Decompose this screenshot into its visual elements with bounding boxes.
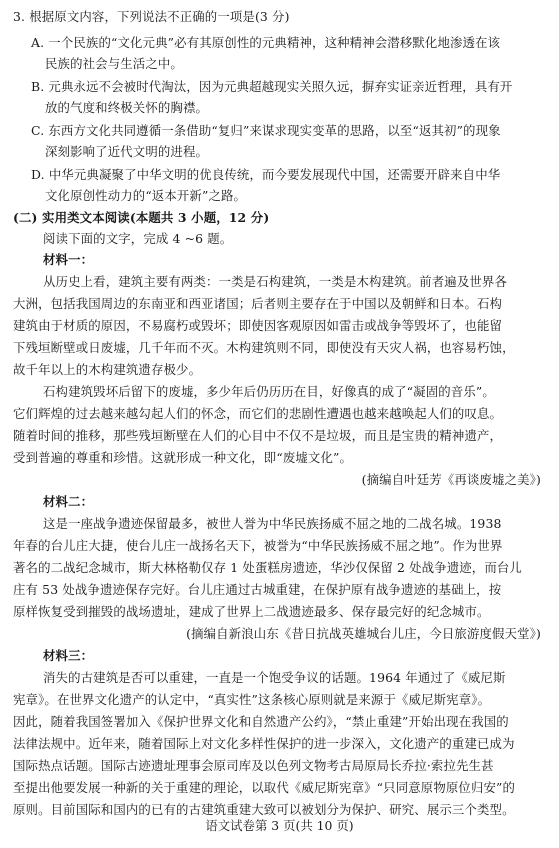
text-line: 3. 根据原文内容，下列说法不正确的一项是(3 分) — [13, 9, 290, 24]
text-line: 著名的二战纪念城市，斯大林格勒仅存 1 处蛋糕房遗迹，华沙仅保留 2 处战争遗迹，而台儿 — [13, 560, 522, 575]
text-line: 宪章》。在世界文化遗产的认定中，“真实性”这条核心原则就是来源于《威尼斯宪章》。 — [13, 692, 491, 707]
text-line: 受到普遍的尊重和珍惜。这就形成一种文化，即“废墟文化”。 — [13, 450, 353, 465]
text-line: 它们辉煌的过去越来越勾起人们的怀念，而它们的悲剧性遭遇也越来越唤起人们的叹息。 — [13, 406, 503, 421]
text-line: 原则。目前国际和国内的已有的古建筑重建大致可以被划分为保护、研究、展示三个类型。 — [13, 802, 515, 817]
text-line: 这是一座战争遗迹保留最多，被世人誉为中华民族扬威不屈之地的二战名城。1938 — [43, 516, 502, 531]
text-line: (摘编自新浪山东《昔日抗战英雄城台儿庄，今日旅游度假天堂》) — [186, 626, 541, 641]
text-line: 建筑由于材质的原因，不易腐朽或毁坏；即使因客观原因如雷击或战争等毁坏了，也能留 — [13, 318, 503, 333]
text-line: 材料三： — [43, 648, 94, 663]
text-line: 石构建筑毁坏后留下的废墟，多少年后仍历历在目，好像真的成了“凝固的音乐”。 — [43, 384, 495, 399]
text-line: 民族的社会与生活之中。 — [45, 56, 183, 71]
text-line: 年春的台儿庄大捷，使台儿庄一战扬名天下，被誉为“中华民族扬威不屈之地”。作为世界 — [13, 538, 503, 553]
text-line: 故千年以上的木构建筑遗存极少。 — [13, 362, 202, 377]
text-line: 国际热点话题。国际古迹遗址理事会原司库及以色列文物考古局原局长乔拉·索拉先生甚 — [13, 758, 494, 773]
text-line: 阅读下面的文字，完成 4 ~6 题。 — [43, 231, 233, 246]
text-line: 下残垣断壁或日废墟，几千年而不灭。木构建筑则不同，即使没有天灾人祸，也容易朽蚀， — [13, 340, 515, 355]
text-line: 至提出他要发展一种新的关于重建的理论，以取代《威尼斯宪章》“只同意原物原位归安”的 — [13, 780, 516, 795]
text-line: 放的气度和终极关怀的胸襟。 — [45, 100, 209, 115]
text-line: B. 元典永远不会被时代淘汰，因为元典超越现实关照久远，摒弃实证亲近哲理，具有开 — [31, 79, 513, 94]
text-line: (摘编自叶廷芳《再谈废墟之美》) — [361, 472, 541, 487]
text-line: 材料一： — [43, 252, 94, 267]
text-line: 深刻影响了近代文明的进程。 — [45, 144, 209, 159]
text-line: 原样恢复受到摧毁的战场遗址，建成了世界上二战遗迹最多、保存最完好的纪念城市。 — [13, 604, 490, 619]
text-line: 庄有 53 处战争遗迹保存完好。台儿庄通过古城重建，在保护原有战争遗迹的基础上，按 — [13, 582, 502, 597]
text-line: C. 东西方文化共同遵循一条借助“复归”来谋求现实变革的思路，以至“返其初”的现象 — [31, 123, 501, 138]
text-line: 消失的古建筑是否可以重建，一直是一个饱受争议的话题。1964 年通过了《威尼斯 — [43, 670, 506, 685]
text-line: 大洲，包括我国周边的东南亚和西亚诸国；后者则主要存在于中国以及朝鲜和日本。石构 — [13, 296, 503, 311]
text-line: A. 一个民族的“文化元典”必有其原创性的元典精神，这种精神会潜移默化地渗透在该 — [31, 35, 501, 50]
text-line: 法律法规中。近年来，随着国际上对文化多样性保护的进一步深入，文化遗产的重建已成为 — [13, 736, 515, 751]
text-line: 从历史上看，建筑主要有两类：一类是石构建筑，一类是木构建筑。前者遍及世界各 — [43, 274, 508, 289]
text-line: (二) 实用类文本阅读(本题共 3 小题，12 分) — [13, 210, 270, 225]
text-line: D. 中华元典凝聚了中华文明的优良传统，而今要发展现代中国，还需要开辟来自中华 — [31, 167, 501, 182]
text-line: 因此，随着我国签署加入《保护世界文化和自然遗产公约》，“禁止重建”开始出现在我国的 — [13, 714, 509, 729]
text-line: 材料二： — [43, 494, 94, 509]
text-line: 文化原创性动力的“返本开新”之路。 — [45, 188, 247, 203]
page-footer: 语文试卷第 3 页(共 10 页) — [205, 818, 354, 833]
text-line: 随着时间的推移，那些残垣断壁在人们的心目中不仅不是垃圾，而且是宝贵的精神遗产， — [13, 428, 503, 443]
